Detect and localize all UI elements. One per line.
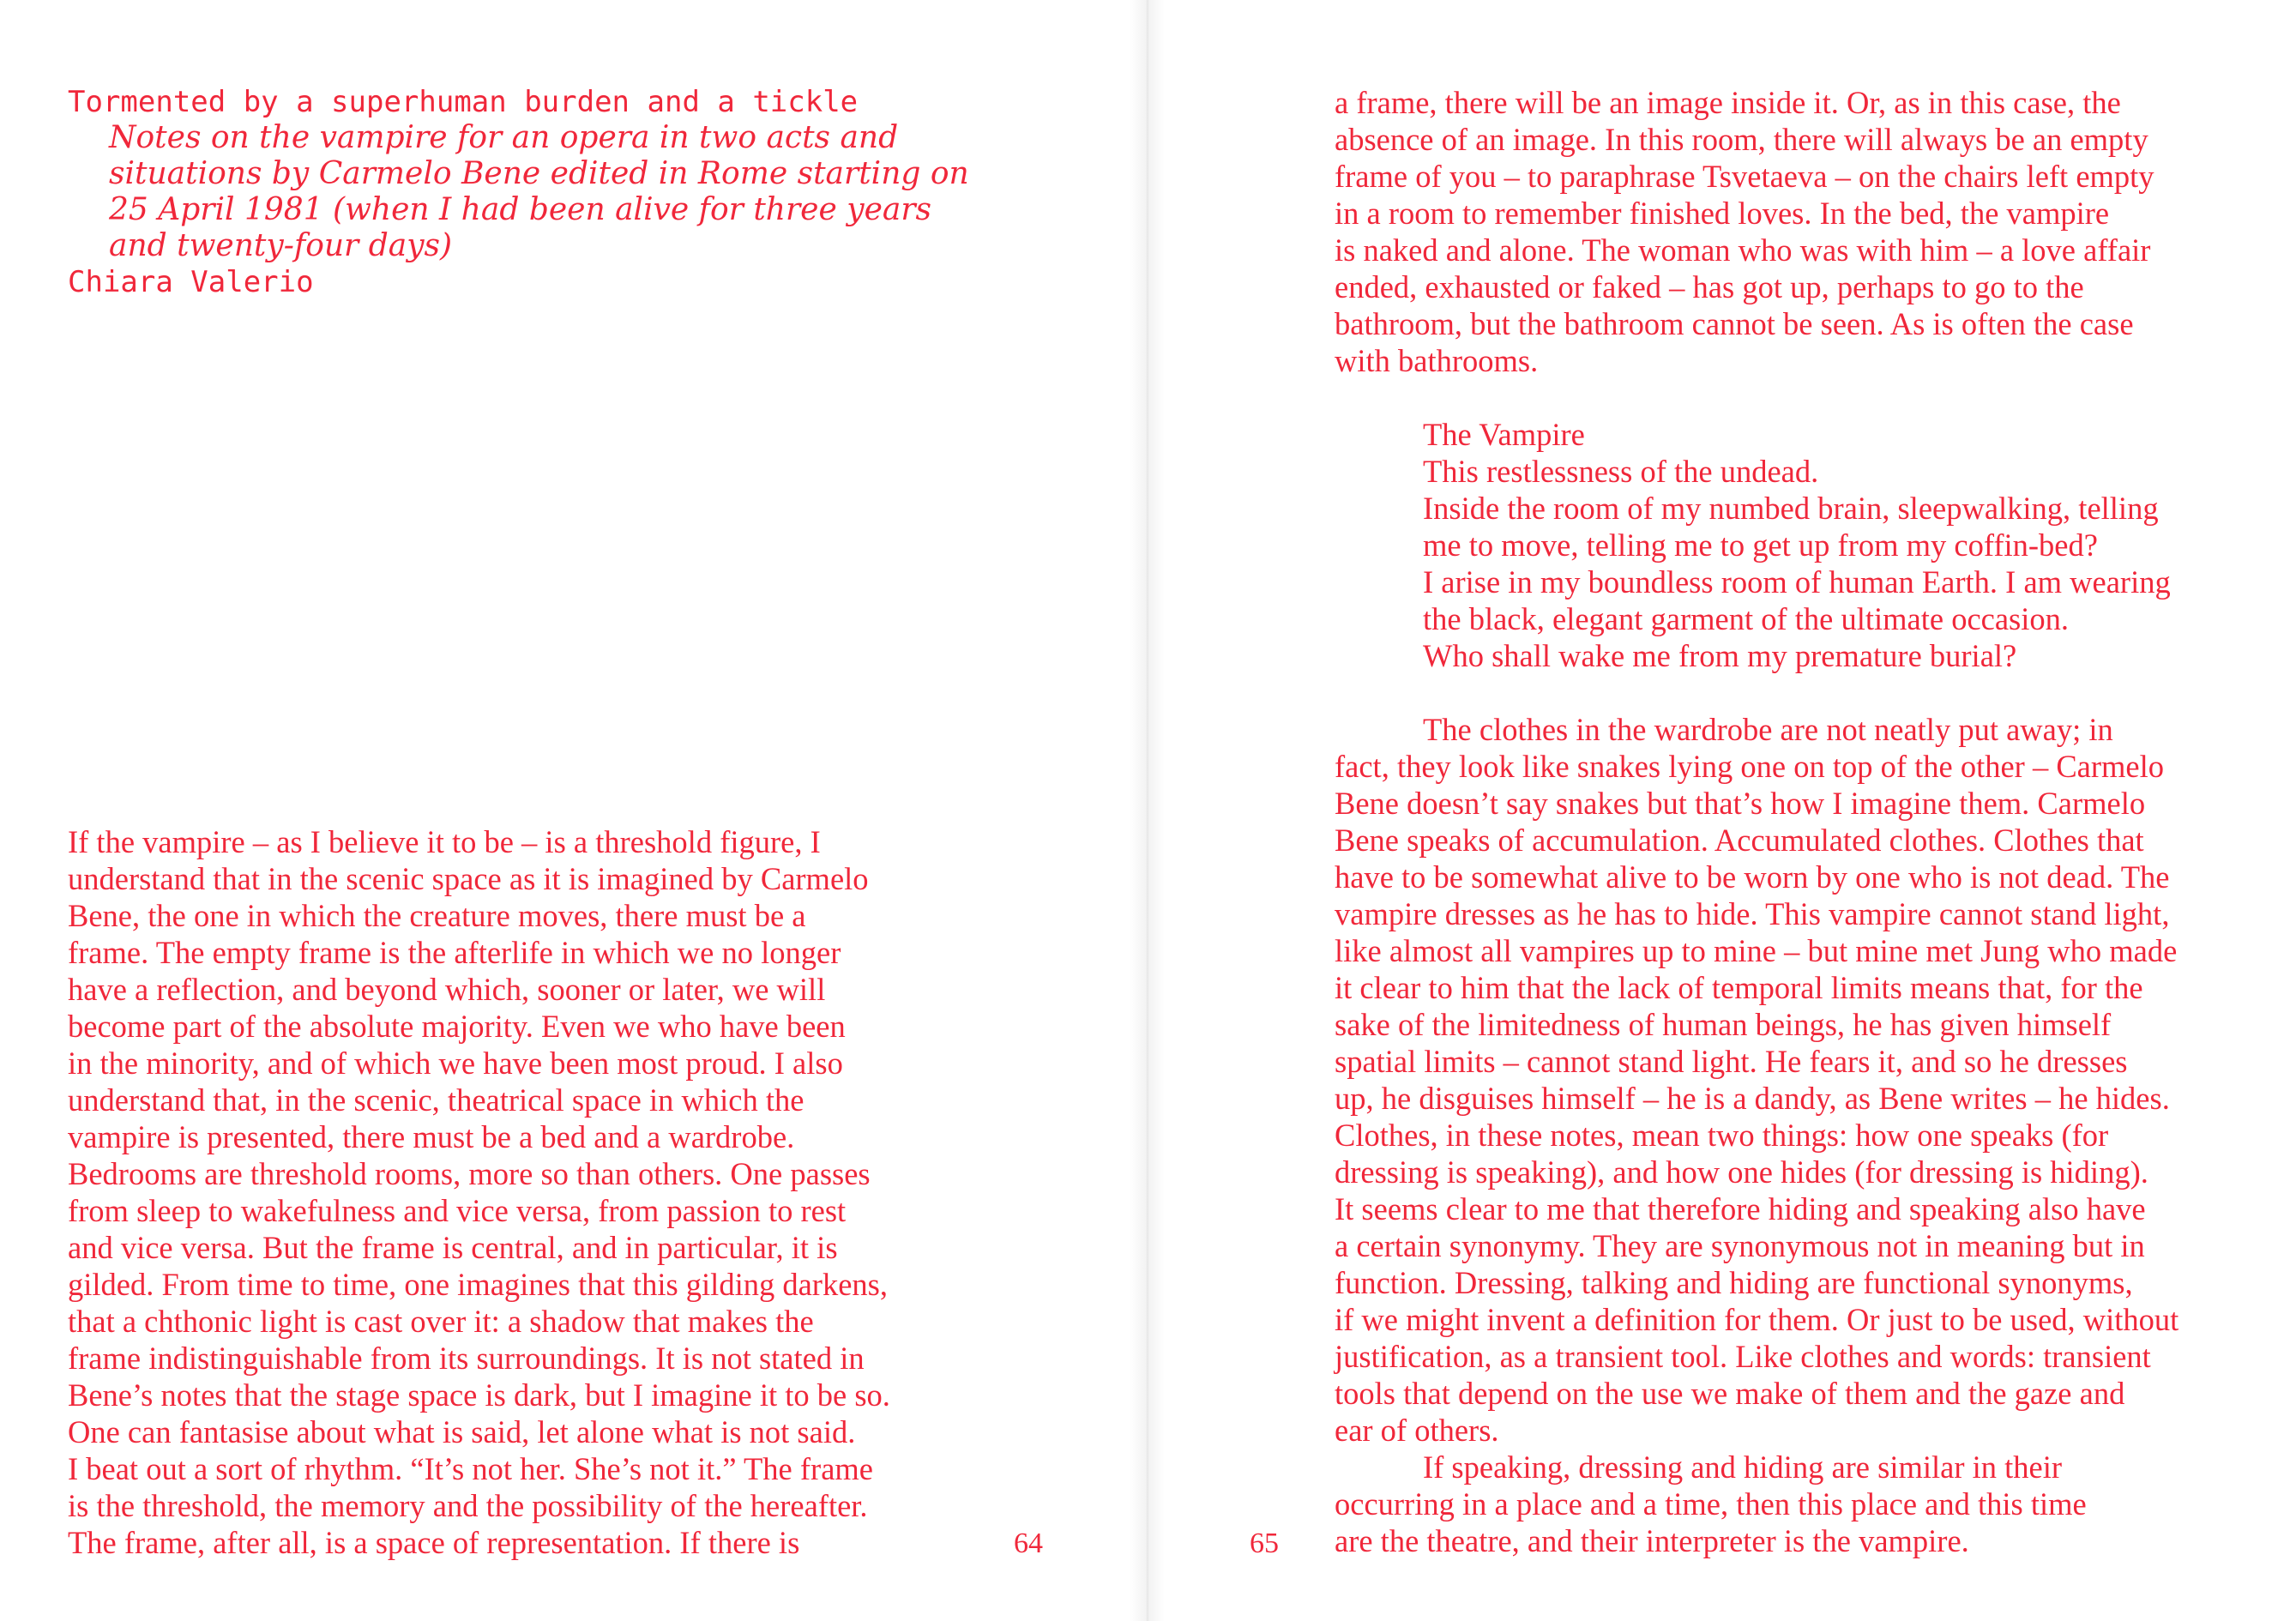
text-line: have to be somewhat alive to be worn by one who is not dead. The <box>1335 859 2170 895</box>
book-gutter <box>1130 0 1165 1621</box>
essay-title: Tormented by a superhuman burden and a tickle <box>68 85 859 119</box>
text-line: Bene, the one in which the creature moves, there must be a <box>68 898 806 933</box>
text-line: dressing is speaking), and how one hides (for dressing is hiding). <box>1335 1154 2148 1190</box>
text-line: ended, exhausted or faked – has got up, perhaps to go to the <box>1335 269 2084 304</box>
verse-line: the black, elegant garment of the ultimate occasion. <box>1423 601 2070 636</box>
text-line: If speaking, dressing and hiding are similar in their <box>1423 1449 2063 1485</box>
text-line: in the minority, and of which we have been most proud. I also <box>68 1046 843 1081</box>
left-body-text <box>68 823 1011 1561</box>
text-line: is naked and alone. The woman who was with him – a love affair <box>1335 232 2151 268</box>
text-line: Clothes, in these notes, mean two things: how one speaks (for <box>1335 1118 2109 1153</box>
text-line: with bathrooms. <box>1335 343 1539 378</box>
text-line: a certain synonymy. They are synonymous not in meaning but in <box>1335 1228 2145 1263</box>
text-line: it clear to him that the lack of temporal limits means that, for the <box>1335 970 2143 1005</box>
text-line: up, he disguises himself – he is a dandy, as Bene writes – he hides. <box>1335 1081 2170 1116</box>
text-line: understand that, in the scenic, theatrical space in which the <box>68 1082 805 1118</box>
verse-line: I arise in my boundless room of human Earth. I am wearing <box>1423 564 2171 600</box>
text-line: spatial limits – cannot stand light. He fears it, and so he dresses <box>1335 1044 2128 1079</box>
text-line: like almost all vampires up to mine – but mine met Jung who made <box>1335 933 2178 968</box>
text-line: and vice versa. But the frame is central, and in particular, it is <box>68 1230 838 1265</box>
text-line: understand that in the scenic space as it is imagined by Carmelo <box>68 861 869 896</box>
verse-line: me to move, telling me to get up from my coffin-bed? <box>1423 527 2098 563</box>
text-line: tools that depend on the use we make of them and the gaze and <box>1335 1376 2125 1411</box>
subtitle-line: and twenty-four days) <box>109 228 453 263</box>
text-line: fact, they look like snakes lying one on top of the other – Carmelo <box>1335 749 2165 784</box>
paragraph-3 <box>1335 1449 2278 1559</box>
vampire-verse <box>1335 416 2278 674</box>
text-line: have a reflection, and beyond which, sooner or later, we will <box>68 972 826 1007</box>
text-line: One can fantasise about what is said, let alone what is not said. <box>68 1414 856 1449</box>
essay-author: Chiara Valerio <box>68 265 314 299</box>
essay-heading <box>68 84 1011 300</box>
verse-line: This restlessness of the undead. <box>1423 454 1819 489</box>
text-line: in a room to remember finished loves. In the bed, the vampire <box>1335 196 2110 231</box>
paragraph-1 <box>1335 84 2278 379</box>
text-line: a frame, there will be an image inside it. Or, as in this case, the <box>1335 85 2121 120</box>
text-line: Bedrooms are threshold rooms, more so than others. One passes <box>68 1156 871 1191</box>
text-line: are the theatre, and their interpreter is the vampire. <box>1335 1523 1969 1558</box>
text-line: if we might invent a definition for them. Or just to be used, without <box>1335 1302 2179 1337</box>
right-body-text <box>1335 84 2278 1559</box>
text-line: I beat out a sort of rhythm. “It’s not her. She’s not it.” The frame <box>68 1451 873 1486</box>
text-line: become part of the absolute majority. Even we who have been <box>68 1009 846 1044</box>
verse-line: Who shall wake me from my premature burial? <box>1423 638 2017 673</box>
text-line: justification, as a transient tool. Like clothes and words: transient <box>1335 1339 2151 1374</box>
text-line: is the threshold, the memory and the possibility of the hereafter. <box>68 1488 868 1523</box>
verse-line: The Vampire <box>1423 417 1585 452</box>
text-line: that a chthonic light is cast over it: a shadow that makes the <box>68 1304 814 1339</box>
text-line: from sleep to wakefulness and vice versa, from passion to rest <box>68 1193 847 1228</box>
subtitle-line: situations by Carmelo Bene edited in Rome starting on <box>109 156 969 191</box>
text-line: Bene doesn’t say snakes but that’s how I imagine them. Carmelo <box>1335 786 2146 821</box>
text-line: If the vampire – as I believe it to be – is a threshold figure, I <box>68 824 821 859</box>
text-line: bathroom, but the bathroom cannot be seen. As is often the case <box>1335 306 2134 341</box>
subtitle-line: 25 April 1981 (when I had been alive for three years <box>109 192 932 227</box>
text-line: vampire is presented, there must be a bed and a wardrobe. <box>68 1119 795 1154</box>
text-line: gilded. From time to time, one imagines that this gilding darkens, <box>68 1267 888 1302</box>
paragraph-2 <box>1335 711 2278 1449</box>
text-line: Bene speaks of accumulation. Accumulated clothes. Clothes that <box>1335 823 2144 858</box>
text-line: It seems clear to me that therefore hiding and speaking also have <box>1335 1191 2146 1226</box>
subtitle-line: Notes on the vampire for an opera in two acts and <box>109 120 899 155</box>
essay-subtitle <box>68 120 1011 264</box>
text-line: occurring in a place and a time, then this place and this time <box>1335 1486 2087 1522</box>
page-number-right: 65 <box>1250 1528 1279 1559</box>
text-line: sake of the limitedness of human beings, he has given himself <box>1335 1007 2112 1042</box>
text-line: ear of others. <box>1335 1413 1499 1448</box>
page-number-left: 64 <box>1014 1528 1043 1559</box>
text-line: absence of an image. In this room, there will always be an empty <box>1335 122 2148 157</box>
text-line: function. Dressing, talking and hiding are functional synonyms, <box>1335 1265 2133 1300</box>
text-line: vampire dresses as he has to hide. This vampire cannot stand light, <box>1335 896 2170 931</box>
text-line: The frame, after all, is a space of representation. If there is <box>68 1525 800 1560</box>
text-line: The clothes in the wardrobe are not neatly put away; in <box>1423 712 2113 747</box>
text-line: frame. The empty frame is the afterlife in which we no longer <box>68 935 841 970</box>
text-line: frame indistinguishable from its surroundings. It is not stated in <box>68 1341 865 1376</box>
text-line: frame of you – to paraphrase Tsvetaeva – on the chairs left empty <box>1335 159 2154 194</box>
text-line: Bene’s notes that the stage space is dark, but I imagine it to be so. <box>68 1377 890 1413</box>
verse-line: Inside the room of my numbed brain, sleepwalking, telling <box>1423 491 2159 526</box>
